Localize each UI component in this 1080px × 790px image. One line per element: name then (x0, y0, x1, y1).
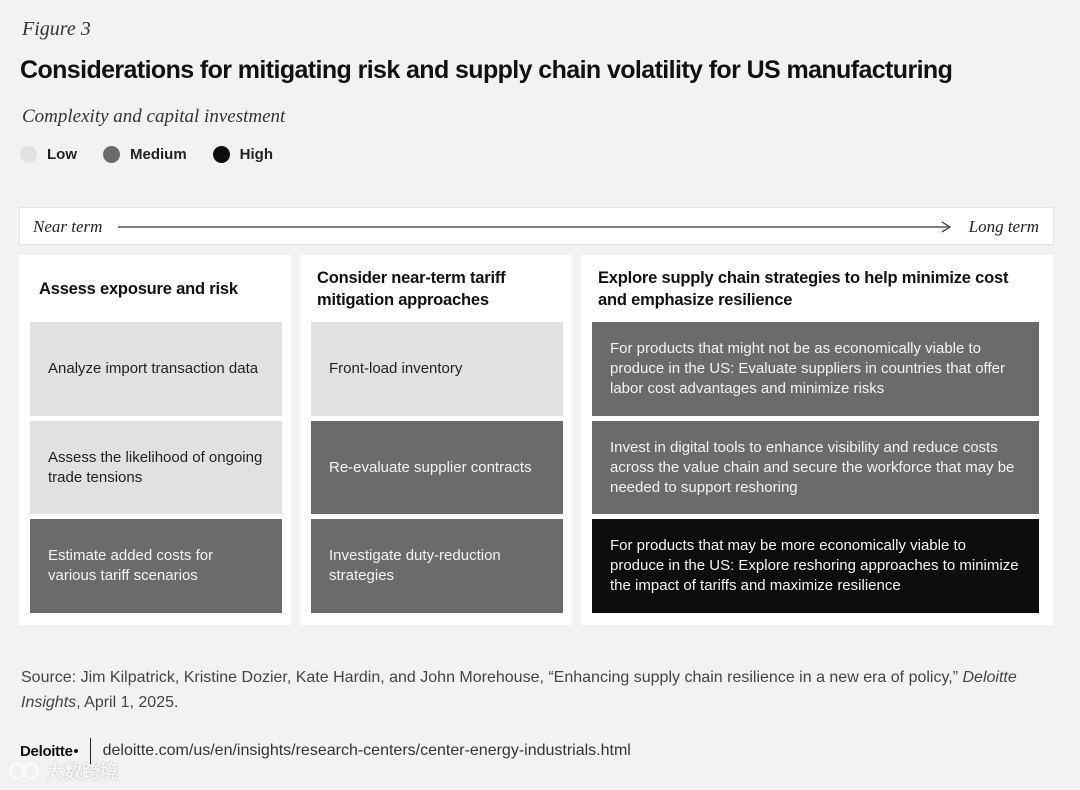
source-suffix: , April 1, 2025. (76, 694, 179, 711)
step-text: For products that might not be as economically viable to produce in the US: Evaluate suppliers in countries that offer labor cost advantages and minimize risks (610, 340, 1005, 397)
step-box (30, 322, 282, 416)
subtitle: Complexity and capital investment (22, 106, 286, 127)
step-text: Invest in digital tools to enhance visibility and reduce costs across the value chain and secure the workforce that may be needed to support reshoring (610, 438, 1015, 496)
brand-logo: Deloitte (20, 742, 73, 760)
legend-dot-icon (20, 146, 37, 163)
figure-label: Figure 3 (22, 18, 91, 40)
step-text: For products that may be more economically viable to produce in the US: Explore reshoring approaches to minimize the impact of tariffs and maximize resilience (610, 537, 1019, 594)
step-box (30, 519, 282, 613)
legend (20, 146, 273, 163)
source-publication: Deloitte Insights (21, 669, 1017, 711)
timeline-start-label: Near term (33, 217, 103, 236)
page-title: Considerations for mitigating risk and supply chain volatility for US manufacturing (20, 56, 953, 84)
legend-item-high (213, 146, 273, 163)
legend-label: Low (47, 146, 77, 163)
column-near-term-mitigation (300, 255, 572, 625)
legend-dot-icon (103, 146, 120, 163)
footer-url-link[interactable]: deloitte.com/us/en/insights/research-centers/center-energy-industrials.html (102, 742, 631, 759)
column-supply-chain-strategies (581, 255, 1053, 625)
source-prefix: Source: Jim Kilpatrick, Kristine Dozier, Kate Hardin, and John Morehouse, “Enhancing supply chain resilience in a new era of policy,” (21, 669, 963, 686)
step-text: Front-load inventory (329, 360, 463, 377)
column-title: Assess exposure and risk (39, 280, 238, 298)
brand-dot-icon (74, 749, 78, 753)
step-box (311, 519, 563, 613)
legend-item-low (20, 146, 77, 163)
source-note (21, 665, 1021, 715)
legend-label: Medium (130, 146, 187, 163)
legend-dot-icon (213, 146, 230, 163)
watermark-logo-icon (8, 761, 42, 781)
step-text: Estimate added costs for various tariff scenarios (48, 547, 214, 584)
step-box (592, 322, 1039, 416)
watermark-text: 大数跨境 (46, 762, 118, 782)
step-box (311, 421, 563, 514)
column-title: Consider near-term tariff mitigation approaches (317, 269, 506, 309)
step-box (30, 421, 282, 514)
column-assess-exposure (19, 255, 291, 625)
step-box (311, 322, 563, 416)
step-box (592, 519, 1039, 613)
column-title: Explore supply chain strategies to help minimize cost and emphasize resilience (598, 269, 1009, 309)
step-text: Investigate duty-reduction strategies (329, 547, 501, 584)
step-box (592, 421, 1039, 514)
step-text: Analyze import transaction data (48, 360, 259, 377)
watermark (8, 758, 118, 784)
timeline-arrow-icon (118, 221, 956, 233)
legend-item-medium (103, 146, 187, 163)
timeline (19, 207, 1054, 245)
step-text: Assess the likelihood of ongoing trade tensions (48, 448, 263, 486)
timeline-end-label: Long term (968, 217, 1039, 236)
legend-label: High (239, 146, 273, 163)
step-text: Re-evaluate supplier contracts (329, 458, 532, 476)
